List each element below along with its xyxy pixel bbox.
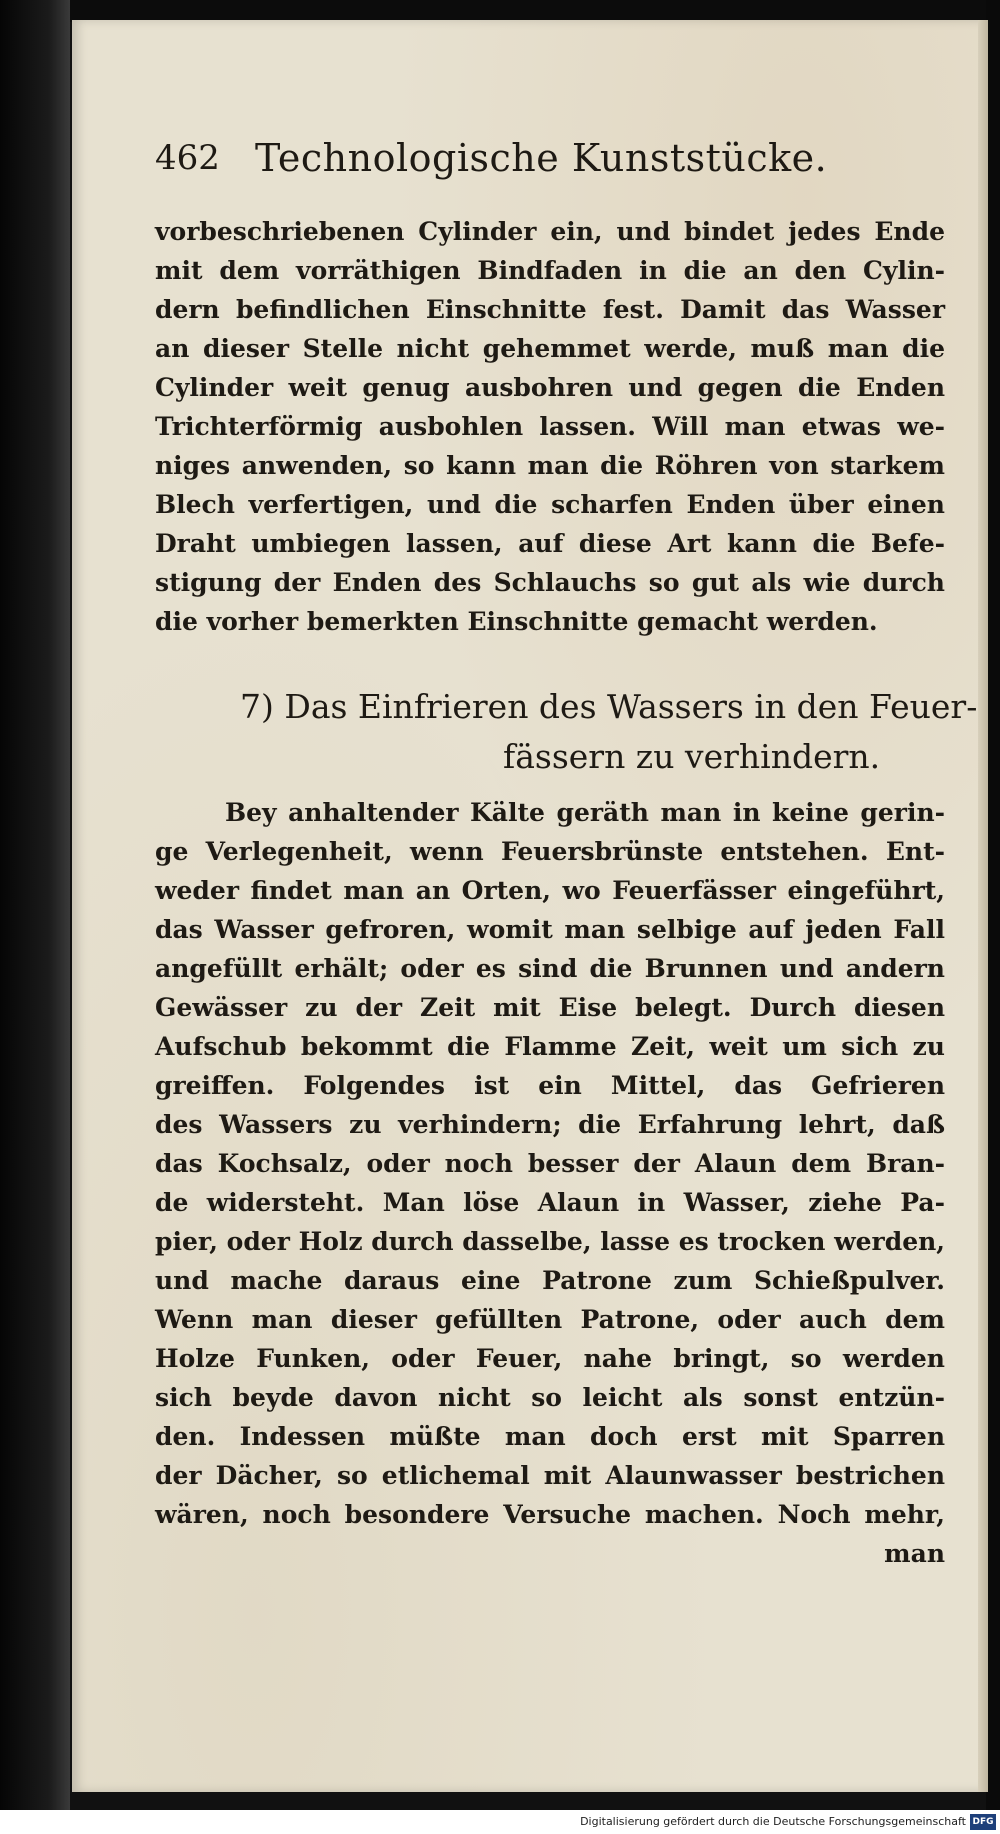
text-line: Gewässer zu der Zeit mit Eise belegt. Durch diesen [155, 993, 945, 1022]
text-line: vorbeschriebenen Cylinder ein, und bindet jedes Ende [155, 217, 945, 246]
text-line: sich beyde davon nicht so leicht als sonst entzün- [155, 1383, 945, 1412]
text-line: das Kochsalz, oder noch besser der Alaun dem Bran- [155, 1149, 945, 1178]
book-binding-shadow [0, 0, 70, 1834]
page-header [155, 130, 835, 186]
text-line: Holze Funken, oder Feuer, nahe bringt, so werden [155, 1344, 945, 1373]
running-title: Technologische Kunststücke. [255, 136, 828, 180]
text-line: der Dächer, so etlichemal mit Alaunwasser bestrichen [155, 1461, 945, 1490]
text-line: Wenn man dieser gefüllten Patrone, oder auch dem [155, 1305, 945, 1334]
digitization-note: Digitalisierung gefördert durch die Deutsche Forschungsgemeinschaft [580, 1815, 966, 1828]
scan-top-border [0, 0, 1000, 22]
text-line: die vorher bemerkten Einschnitte gemacht werden. [155, 607, 878, 636]
text-line: ge Verlegenheit, wenn Feuersbrünste entstehen. Ent- [155, 837, 945, 866]
text-line: pier, oder Holz durch dasselbe, lasse es trocken werden, [155, 1227, 945, 1256]
text-line: dern befindlichen Einschnitte fest. Damit das Wasser [155, 295, 945, 324]
text-line: Draht umbiegen lassen, auf diese Art kann die Befe- [155, 529, 945, 558]
text-line: niges anwenden, so kann man die Röhren von starkem [155, 451, 945, 480]
text-line: an dieser Stelle nicht gehemmet werde, muß man die [155, 334, 945, 363]
text-line: Cylinder weit genug ausbohren und gegen die Enden [155, 373, 945, 402]
text-line: Blech verfertigen, und die scharfen Enden über einen [155, 490, 945, 519]
paragraph-2 [155, 793, 945, 1573]
text-line: des Wassers zu verhindern; die Erfahrung lehrt, daß [155, 1110, 945, 1139]
text-line: weder findet man an Orten, wo Feuerfässer eingeführt, [155, 876, 945, 905]
text-line: wären, noch besondere Versuche machen. Noch mehr, [155, 1500, 945, 1529]
text-line: das Wasser gefroren, womit man selbige auf jeden Fall [155, 915, 945, 944]
page-number: 462 [155, 138, 220, 178]
text-line: angefüllt erhält; oder es sind die Brunnen und andern [155, 954, 945, 983]
catchword: man [884, 1539, 945, 1568]
text-line: den. Indessen müßte man doch erst mit Sparren [155, 1422, 945, 1451]
section-heading-line-2: fässern zu verhindern. [503, 737, 881, 776]
text-line: greiffen. Folgendes ist ein Mittel, das Gefrieren [155, 1071, 945, 1100]
text-line: Aufschub bekommt die Flamme Zeit, weit um sich zu [155, 1032, 945, 1061]
paragraph-1 [155, 212, 945, 641]
text-line: mit dem vorräthigen Bindfaden in die an den Cylin- [155, 256, 945, 285]
text-line: Trichterförmig ausbohlen lassen. Will man etwas we- [155, 412, 945, 441]
page-edge [978, 20, 988, 1792]
text-line: stigung der Enden des Schlauchs so gut als wie durch [155, 568, 945, 597]
scan-right-border [986, 0, 1000, 1834]
text-line: de widersteht. Man löse Alaun in Wasser, ziehe Pa- [155, 1188, 945, 1217]
text-line: und mache daraus eine Patrone zum Schießpulver. [155, 1266, 945, 1295]
text-line-indented: Bey anhaltender Kälte geräth man in keine gerin- [225, 798, 945, 827]
section-heading-line-1: 7) Das Einfrieren des Wassers in den Feuer- [240, 687, 978, 726]
dfg-logo: DFG [970, 1814, 996, 1830]
section-heading [155, 682, 978, 782]
